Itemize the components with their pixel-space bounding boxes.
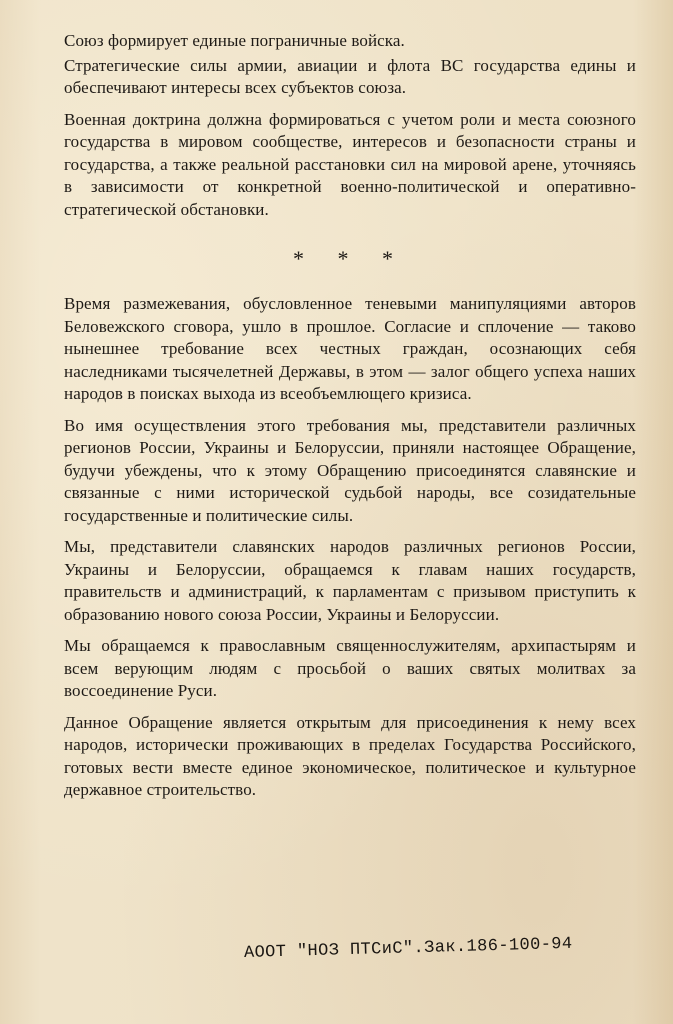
- paragraph-we-representatives: Мы, представители славянских народов различных регионов России, Украины и Белоруссии, обращаемся к главам наших государств, правительств и администраций, к парламентам с призывом приступить к образованию нового союза России, Украины и Белоруссии.: [64, 537, 636, 624]
- paragraph-border-troops: Союз формирует единые пограничные войска.: [64, 31, 405, 50]
- paragraph-in-the-name: Во имя осуществления этого требования мы, представители различных регионов России, Украины и Белоруссии, приняли настоящее Обращение, будучи убеждены, что к этому Обращению присоединятся славянские и связанные с ними исторической судьбой народы, все созидательные государственные и политические силы.: [64, 415, 636, 525]
- printing-imprint: АООТ "НОЗ ПТСиС".Зак.186-100-94: [243, 934, 573, 963]
- paragraph-military-doctrine: Военная доктрина должна формироваться с учетом роли и места союзного государства в мировом сообществе, интересов и безопасности страны и государства, а также реальной расстановки сил на мировой арене, уточняясь в зависимости от конкретной военно-политической и оперативно-стратегической обстановки.: [64, 109, 636, 219]
- section-separator: * * *: [293, 246, 407, 271]
- paragraph-strategic-forces: Стратегические силы армии, авиации и флота ВС государства едины и обеспечивают интересы всех субъектов союза.: [64, 55, 636, 97]
- document-body: [64, 30, 636, 811]
- paragraph-time-of-division: Время размежевания, обусловленное теневыми манипуляциями авторов Беловежского сговора, ушло в прошлое. Согласие и сплочение — таково нынешнее требование всех честных граждан, осознающих себя наследниками тысячелетней Державы, в этом — залог общего успеха наших народов в поисках выхода из всеобъемлющего кризиса.: [64, 294, 636, 403]
- paragraph-orthodox-appeal: Мы обращаемся к православным священнослужителям, архипастырям и всем верующим людям с просьбой о ваших святых молитвах за воссоединение Руси.: [64, 636, 636, 700]
- paragraph-open-appeal: Данное Обращение является открытым для присоединения к нему всех народов, исторически проживающих в пределах Государства Российского, готовых вести вместе единое экономическое, политическое и культурное державное строительство.: [64, 712, 636, 799]
